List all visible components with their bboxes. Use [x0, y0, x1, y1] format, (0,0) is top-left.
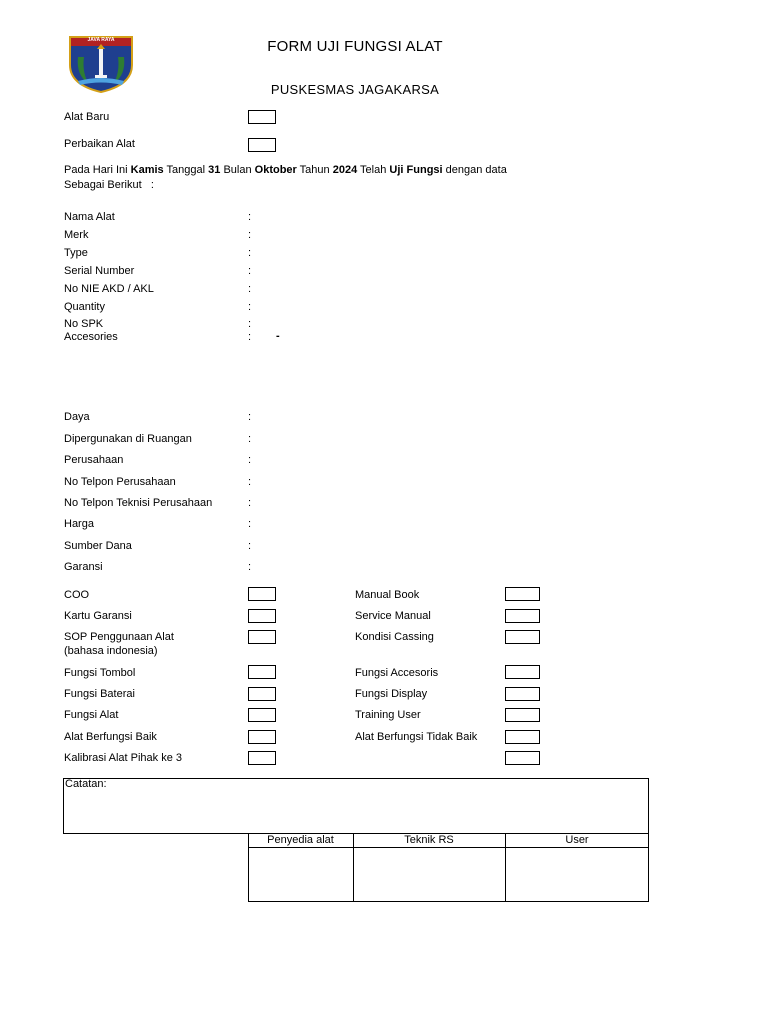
statement-text: Bulan: [220, 164, 255, 176]
logo-text: JAVA RAYA: [87, 37, 115, 43]
field-colon: :: [248, 476, 252, 488]
field-colon: :: [248, 433, 252, 445]
field-label: Quantity: [64, 301, 105, 313]
field-label: Daya: [64, 411, 90, 423]
checklist-checkbox[interactable]: [505, 587, 540, 601]
checklist-sublabel: (bahasa indonesia): [64, 645, 158, 657]
perbaikan-label: Perbaikan Alat: [64, 138, 135, 150]
checklist-checkbox[interactable]: [248, 751, 276, 765]
field-colon: :: [248, 229, 252, 241]
page-title: FORM UJI FUNGSI ALAT: [267, 38, 443, 55]
field-colon: :: [248, 331, 252, 343]
checklist-checkbox[interactable]: [248, 665, 276, 679]
statement-text: dengan data: [442, 164, 507, 176]
alat-baru-label: Alat Baru: [64, 111, 110, 123]
checklist-label: COO: [64, 589, 90, 601]
field-colon: :: [248, 518, 252, 530]
checklist-label: Kartu Garansi: [64, 610, 132, 622]
field-colon: :: [248, 211, 252, 223]
field-label: Sumber Dana: [64, 540, 132, 552]
field-label: Merk: [64, 229, 89, 241]
field-colon: :: [248, 411, 252, 423]
statement-line-1: [64, 164, 507, 177]
field-label: No Telpon Perusahaan: [64, 476, 176, 488]
signature-cell-teknik[interactable]: [354, 848, 505, 901]
checklist-label: Fungsi Alat: [64, 709, 119, 721]
checklist-label: Kondisi Cassing: [355, 631, 434, 643]
field-label: Harga: [64, 518, 94, 530]
field-label: Nama Alat: [64, 211, 115, 223]
field-colon: :: [248, 561, 252, 573]
field-label: No SPK: [64, 318, 104, 330]
statement-text: Tahun: [296, 164, 333, 176]
checklist-label: Training User: [355, 709, 421, 721]
notes-box[interactable]: [63, 778, 649, 834]
signature-header-teknik: Teknik RS: [404, 834, 454, 846]
field-label: No NIE AKD / AKL: [64, 283, 154, 295]
checklist-checkbox[interactable]: [505, 665, 540, 679]
signature-header-user: User: [565, 834, 589, 846]
field-label: Perusahaan: [64, 454, 124, 466]
checklist-label: Kalibrasi Alat Pihak ke 3: [64, 752, 183, 764]
signature-cell-penyedia[interactable]: [249, 848, 353, 901]
field-label: Garansi: [64, 561, 103, 573]
signature-cell-user[interactable]: [506, 848, 648, 901]
statement-month: Oktober: [254, 164, 297, 176]
statement-text: Tanggal: [163, 164, 209, 176]
accesories-value: -: [276, 330, 280, 342]
field-label: Type: [64, 247, 88, 259]
checklist-checkbox[interactable]: [505, 730, 540, 744]
field-colon: :: [248, 318, 252, 330]
field-label: Dipergunakan di Ruangan: [64, 433, 192, 445]
checklist-checkbox[interactable]: [505, 630, 540, 644]
checklist-label: Alat Berfungsi Tidak Baik: [355, 731, 478, 743]
checklist-label: Service Manual: [355, 610, 431, 622]
field-label: Serial Number: [64, 265, 135, 277]
field-colon: :: [248, 301, 252, 313]
checklist-label: Fungsi Tombol: [64, 667, 136, 679]
checklist-label: Fungsi Baterai: [64, 688, 135, 700]
alat-baru-checkbox[interactable]: [248, 110, 276, 124]
signature-header-penyedia: Penyedia alat: [267, 834, 334, 846]
checklist-checkbox[interactable]: [505, 751, 540, 765]
perbaikan-checkbox[interactable]: [248, 138, 276, 152]
field-colon: :: [248, 283, 252, 295]
checklist-checkbox[interactable]: [248, 587, 276, 601]
statement-action: Uji Fungsi: [389, 164, 443, 176]
checklist-checkbox[interactable]: [248, 708, 276, 722]
checklist-checkbox[interactable]: [248, 730, 276, 744]
checklist-checkbox[interactable]: [248, 630, 276, 644]
checklist-label: SOP Penggunaan Alat: [64, 631, 174, 643]
statement-text: Telah: [357, 164, 390, 176]
field-colon: :: [248, 454, 252, 466]
field-colon: :: [248, 247, 252, 259]
checklist-label: Manual Book: [355, 589, 420, 601]
checklist-checkbox[interactable]: [505, 687, 540, 701]
page-subtitle: PUSKESMAS JAGAKARSA: [270, 82, 440, 97]
field-label: No Telpon Teknisi Perusahaan: [64, 497, 213, 509]
checklist-checkbox[interactable]: [505, 609, 540, 623]
statement-year: 2024: [332, 164, 358, 176]
statement-day: Kamis: [130, 164, 164, 176]
checklist-checkbox[interactable]: [248, 687, 276, 701]
checklist-label: Alat Berfungsi Baik: [64, 731, 157, 743]
statement-line-2: Sebagai Berikut :: [64, 179, 154, 191]
field-colon: :: [248, 540, 252, 552]
statement-date: 31: [208, 164, 221, 176]
statement-text: Pada Hari Ini: [64, 164, 131, 176]
field-colon: :: [248, 497, 252, 509]
checklist-checkbox[interactable]: [248, 609, 276, 623]
field-label: Accesories: [64, 331, 118, 343]
checklist-label: Fungsi Accesoris: [355, 667, 439, 679]
field-colon: :: [248, 265, 252, 277]
checklist-label: Fungsi Display: [355, 688, 428, 700]
checklist-checkbox[interactable]: [505, 708, 540, 722]
notes-label: Catatan:: [65, 778, 107, 790]
